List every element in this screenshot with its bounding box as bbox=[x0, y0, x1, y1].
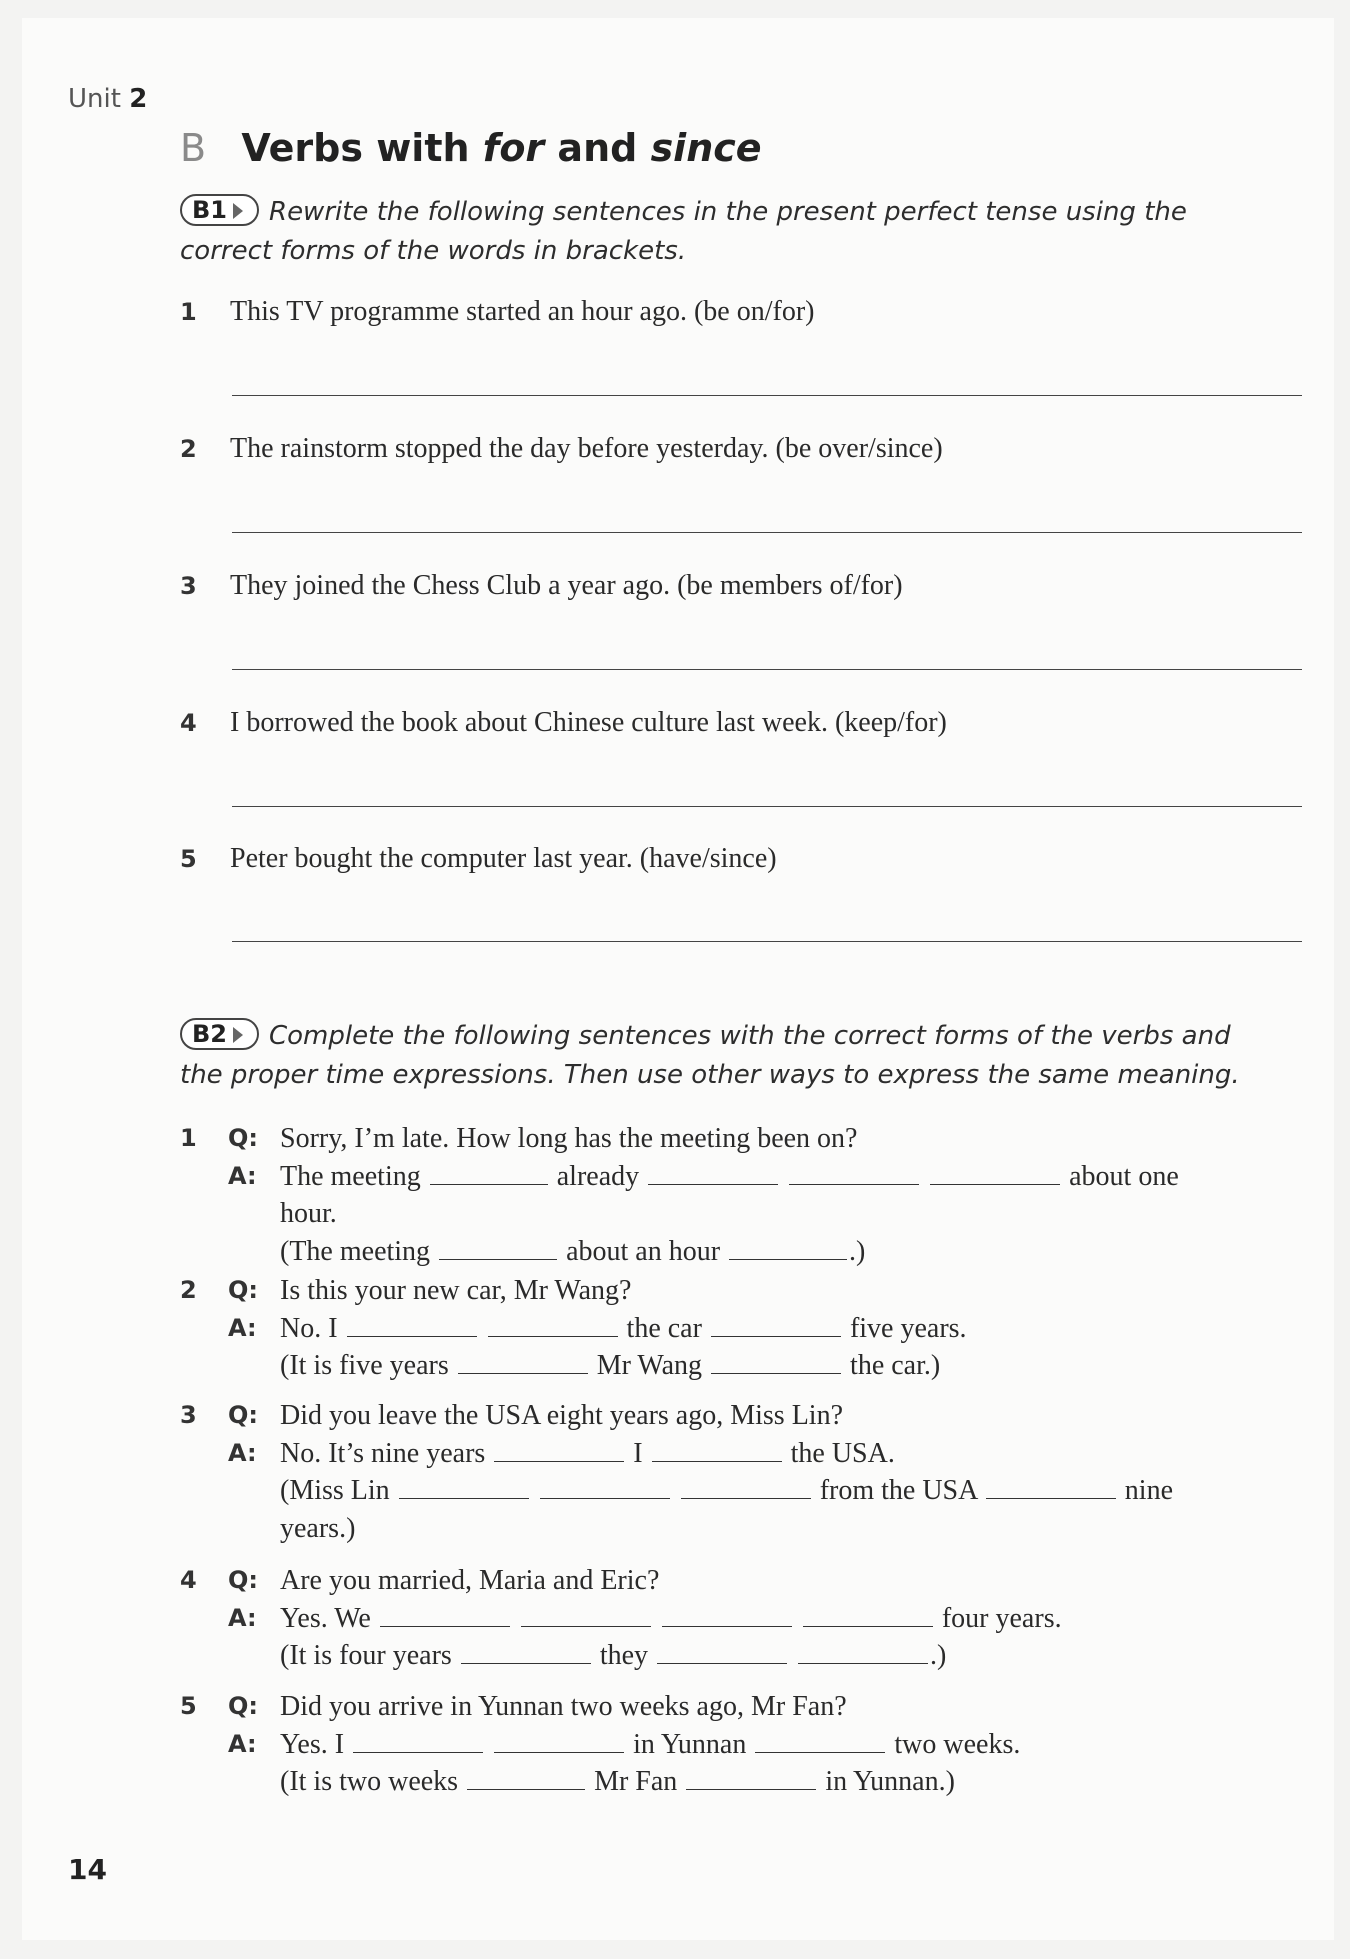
question-text: Sorry, I’m late. How long has the meeting been on? bbox=[280, 1123, 858, 1154]
item-number: 4 bbox=[180, 1566, 197, 1594]
question-text: Are you married, Maria and Eric? bbox=[280, 1565, 660, 1596]
section-title bbox=[180, 126, 762, 170]
blank[interactable] bbox=[711, 1351, 841, 1374]
text: No. It’s nine years bbox=[280, 1437, 486, 1469]
blank[interactable] bbox=[430, 1162, 548, 1185]
item-text: The rainstorm stopped the day before yesterday. (be over/since) bbox=[230, 433, 943, 464]
text: The meeting bbox=[280, 1160, 421, 1192]
text: from the USA bbox=[819, 1475, 977, 1506]
paraphrase-line bbox=[280, 1233, 865, 1271]
blank[interactable] bbox=[789, 1162, 919, 1185]
b1-badge-text: B1 bbox=[192, 196, 227, 224]
blank[interactable] bbox=[399, 1476, 529, 1499]
blank[interactable] bbox=[380, 1604, 510, 1627]
blank[interactable] bbox=[353, 1730, 483, 1753]
item-number: 1 bbox=[180, 1124, 197, 1152]
blank[interactable] bbox=[458, 1351, 588, 1374]
answer-line bbox=[280, 1600, 1062, 1638]
unit-number: 2 bbox=[129, 84, 148, 114]
item-text: This TV programme started an hour ago. (be on/for) bbox=[230, 296, 815, 327]
q-label: Q: bbox=[228, 1124, 258, 1152]
b2-dialogue-4 bbox=[180, 1562, 1280, 1675]
blank[interactable] bbox=[494, 1439, 624, 1462]
text: Mr Fan bbox=[594, 1766, 678, 1797]
a-label: A: bbox=[228, 1161, 257, 1190]
b1-badge bbox=[180, 194, 259, 226]
item-number: 5 bbox=[180, 1692, 197, 1720]
section-letter: B bbox=[180, 126, 207, 170]
b2-instruction-text: Complete the following sentences with the correct forms of the verbs and the proper time expressions. Then use other ways to express the same meaning. bbox=[180, 1021, 1240, 1090]
b1-item-3 bbox=[180, 570, 1300, 602]
play-arrow-icon bbox=[233, 203, 243, 219]
item-number: 4 bbox=[180, 709, 197, 737]
paraphrase-line bbox=[280, 1472, 1173, 1510]
b1-item-1 bbox=[180, 296, 1300, 328]
paraphrase-line bbox=[280, 1347, 940, 1385]
q-label: Q: bbox=[228, 1276, 258, 1304]
text: (It is four years bbox=[280, 1640, 452, 1671]
blank[interactable] bbox=[652, 1439, 782, 1462]
page-number: 14 bbox=[68, 1853, 107, 1886]
blank[interactable] bbox=[347, 1314, 477, 1337]
answer-line-5[interactable] bbox=[232, 941, 1302, 942]
text: five years. bbox=[849, 1312, 967, 1344]
text: Mr Wang bbox=[596, 1350, 703, 1381]
item-number: 1 bbox=[180, 298, 197, 326]
answer-continuation: hour. bbox=[280, 1198, 337, 1229]
blank[interactable] bbox=[494, 1730, 624, 1753]
b2-dialogue-5 bbox=[180, 1688, 1280, 1801]
answer-line bbox=[280, 1435, 895, 1473]
text: the car.) bbox=[850, 1350, 941, 1381]
b1-item-2 bbox=[180, 433, 1300, 465]
text: two weeks. bbox=[894, 1728, 1021, 1760]
blank[interactable] bbox=[798, 1641, 928, 1664]
text: .) bbox=[849, 1235, 866, 1267]
answer-line-2[interactable] bbox=[232, 532, 1302, 533]
text: No. I bbox=[280, 1312, 338, 1344]
q-label: Q: bbox=[228, 1401, 258, 1429]
title-since: since bbox=[650, 126, 762, 170]
unit-label bbox=[68, 84, 147, 114]
blank[interactable] bbox=[467, 1767, 585, 1790]
text: I bbox=[633, 1437, 643, 1469]
text: (It is five years bbox=[280, 1350, 449, 1381]
blank[interactable] bbox=[648, 1162, 778, 1185]
text: the car bbox=[626, 1312, 702, 1344]
text: (It is two weeks bbox=[280, 1766, 459, 1797]
question-text: Did you leave the USA eight years ago, Miss Lin? bbox=[280, 1400, 844, 1431]
text: (The meeting bbox=[280, 1235, 431, 1267]
q-label: Q: bbox=[228, 1692, 258, 1720]
answer-line-1[interactable] bbox=[232, 395, 1302, 396]
a-label: A: bbox=[228, 1313, 257, 1342]
blank[interactable] bbox=[930, 1162, 1060, 1185]
blank[interactable] bbox=[488, 1314, 618, 1337]
question-text: Did you arrive in Yunnan two weeks ago, Mr Fan? bbox=[280, 1691, 847, 1722]
text: .) bbox=[930, 1640, 947, 1671]
b2-dialogue-2 bbox=[180, 1272, 1280, 1385]
text: nine bbox=[1124, 1475, 1174, 1506]
b1-instruction bbox=[180, 193, 1260, 271]
answer-line bbox=[280, 1726, 1020, 1764]
b2-instruction bbox=[180, 1017, 1260, 1095]
item-number: 3 bbox=[180, 572, 197, 600]
a-label: A: bbox=[228, 1603, 257, 1632]
text: about an hour bbox=[566, 1235, 721, 1267]
item-number: 5 bbox=[180, 845, 197, 873]
unit-text: Unit bbox=[68, 84, 121, 114]
item-text: Peter bought the computer last year. (have/since) bbox=[230, 843, 777, 874]
answer-line-4[interactable] bbox=[232, 806, 1302, 807]
b1-instruction-text: Rewrite the following sentences in the present perfect tense using the correct forms of the words in brackets. bbox=[180, 197, 1187, 266]
b2-badge bbox=[180, 1018, 259, 1050]
b2-badge-text: B2 bbox=[192, 1020, 227, 1048]
b2-dialogue-1 bbox=[180, 1120, 1280, 1270]
paraphrase-line bbox=[280, 1637, 946, 1675]
text: four years. bbox=[941, 1602, 1062, 1634]
blank[interactable] bbox=[461, 1641, 591, 1664]
text: in Yunnan bbox=[633, 1728, 747, 1760]
a-label: A: bbox=[228, 1729, 257, 1758]
text: Yes. We bbox=[280, 1602, 371, 1634]
item-text: I borrowed the book about Chinese culture last week. (keep/for) bbox=[230, 707, 947, 738]
blank[interactable] bbox=[521, 1604, 651, 1627]
answer-line-3[interactable] bbox=[232, 669, 1302, 670]
text: they bbox=[599, 1640, 649, 1671]
b1-item-5 bbox=[180, 843, 1300, 875]
title-and: and bbox=[557, 126, 638, 170]
text: in Yunnan.) bbox=[825, 1766, 955, 1797]
text: Yes. I bbox=[280, 1728, 345, 1760]
blank[interactable] bbox=[540, 1476, 670, 1499]
blank[interactable] bbox=[657, 1641, 787, 1664]
blank[interactable] bbox=[986, 1476, 1116, 1499]
blank[interactable] bbox=[755, 1730, 885, 1753]
blank[interactable] bbox=[439, 1237, 557, 1260]
b2-dialogue-3 bbox=[180, 1397, 1280, 1547]
b1-item-4 bbox=[180, 707, 1300, 739]
item-number: 2 bbox=[180, 435, 197, 463]
text: the USA. bbox=[790, 1437, 895, 1469]
blank[interactable] bbox=[803, 1604, 933, 1627]
blank[interactable] bbox=[681, 1476, 811, 1499]
paraphrase-line bbox=[280, 1763, 955, 1801]
play-arrow-icon bbox=[233, 1027, 243, 1043]
text: about one bbox=[1069, 1160, 1179, 1192]
blank[interactable] bbox=[729, 1237, 847, 1260]
title-for: for bbox=[482, 126, 545, 170]
blank[interactable] bbox=[662, 1604, 792, 1627]
text: (Miss Lin bbox=[280, 1475, 390, 1506]
a-label: A: bbox=[228, 1438, 257, 1467]
blank[interactable] bbox=[686, 1767, 816, 1790]
q-label: Q: bbox=[228, 1566, 258, 1594]
answer-line bbox=[280, 1158, 1179, 1196]
answer-line bbox=[280, 1310, 967, 1348]
title-prefix: Verbs with bbox=[241, 126, 470, 170]
text: already bbox=[556, 1160, 640, 1192]
item-number: 3 bbox=[180, 1401, 197, 1429]
item-text: They joined the Chess Club a year ago. (be members of/for) bbox=[230, 570, 903, 601]
question-text: Is this your new car, Mr Wang? bbox=[280, 1275, 632, 1306]
paraphrase-continuation: years.) bbox=[280, 1512, 356, 1544]
blank[interactable] bbox=[711, 1314, 841, 1337]
item-number: 2 bbox=[180, 1276, 197, 1304]
